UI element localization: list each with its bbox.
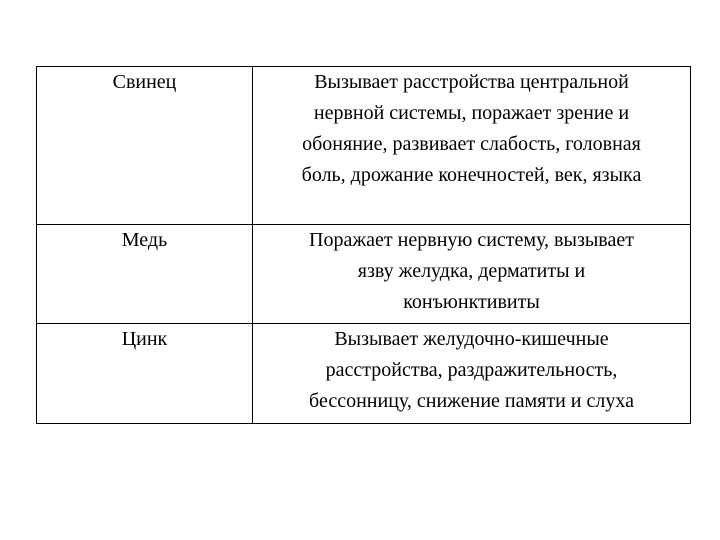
table-row [37, 225, 691, 324]
metal-name-cell [37, 324, 253, 424]
effect-line: язву желудка, дерматиты и [357, 260, 586, 282]
effect-line: обоняние, развивает слабость, головная [302, 133, 641, 155]
metal-name: Свинец [112, 71, 177, 93]
effect-line: нервной системы, поражает зрение и [313, 102, 630, 124]
effect-line: расстройства, раздражительность, [325, 359, 618, 381]
effect-line: Вызывает расстройства центральной [314, 71, 629, 93]
effect-line: Поражает нервную систему, вызывает [309, 229, 634, 251]
table-row [37, 67, 691, 225]
metal-name: Медь [121, 229, 168, 251]
metals-effects-table [36, 66, 691, 424]
effect-line: бессонницу, снижение памяти и слуха [309, 390, 634, 412]
metal-name: Цинк [121, 328, 168, 350]
metal-name-cell [37, 225, 253, 324]
metal-name-cell [37, 67, 253, 225]
effect-line: боль, дрожание конечностей, век, языка [301, 164, 642, 186]
effect-line: конъюнктивиты [403, 291, 540, 313]
table-row [37, 324, 691, 424]
effect-line: Вызывает желудочно-кишечные [334, 328, 609, 350]
effect-description-cell [253, 324, 691, 424]
effect-description-cell [253, 67, 691, 225]
effect-description-cell [253, 225, 691, 324]
